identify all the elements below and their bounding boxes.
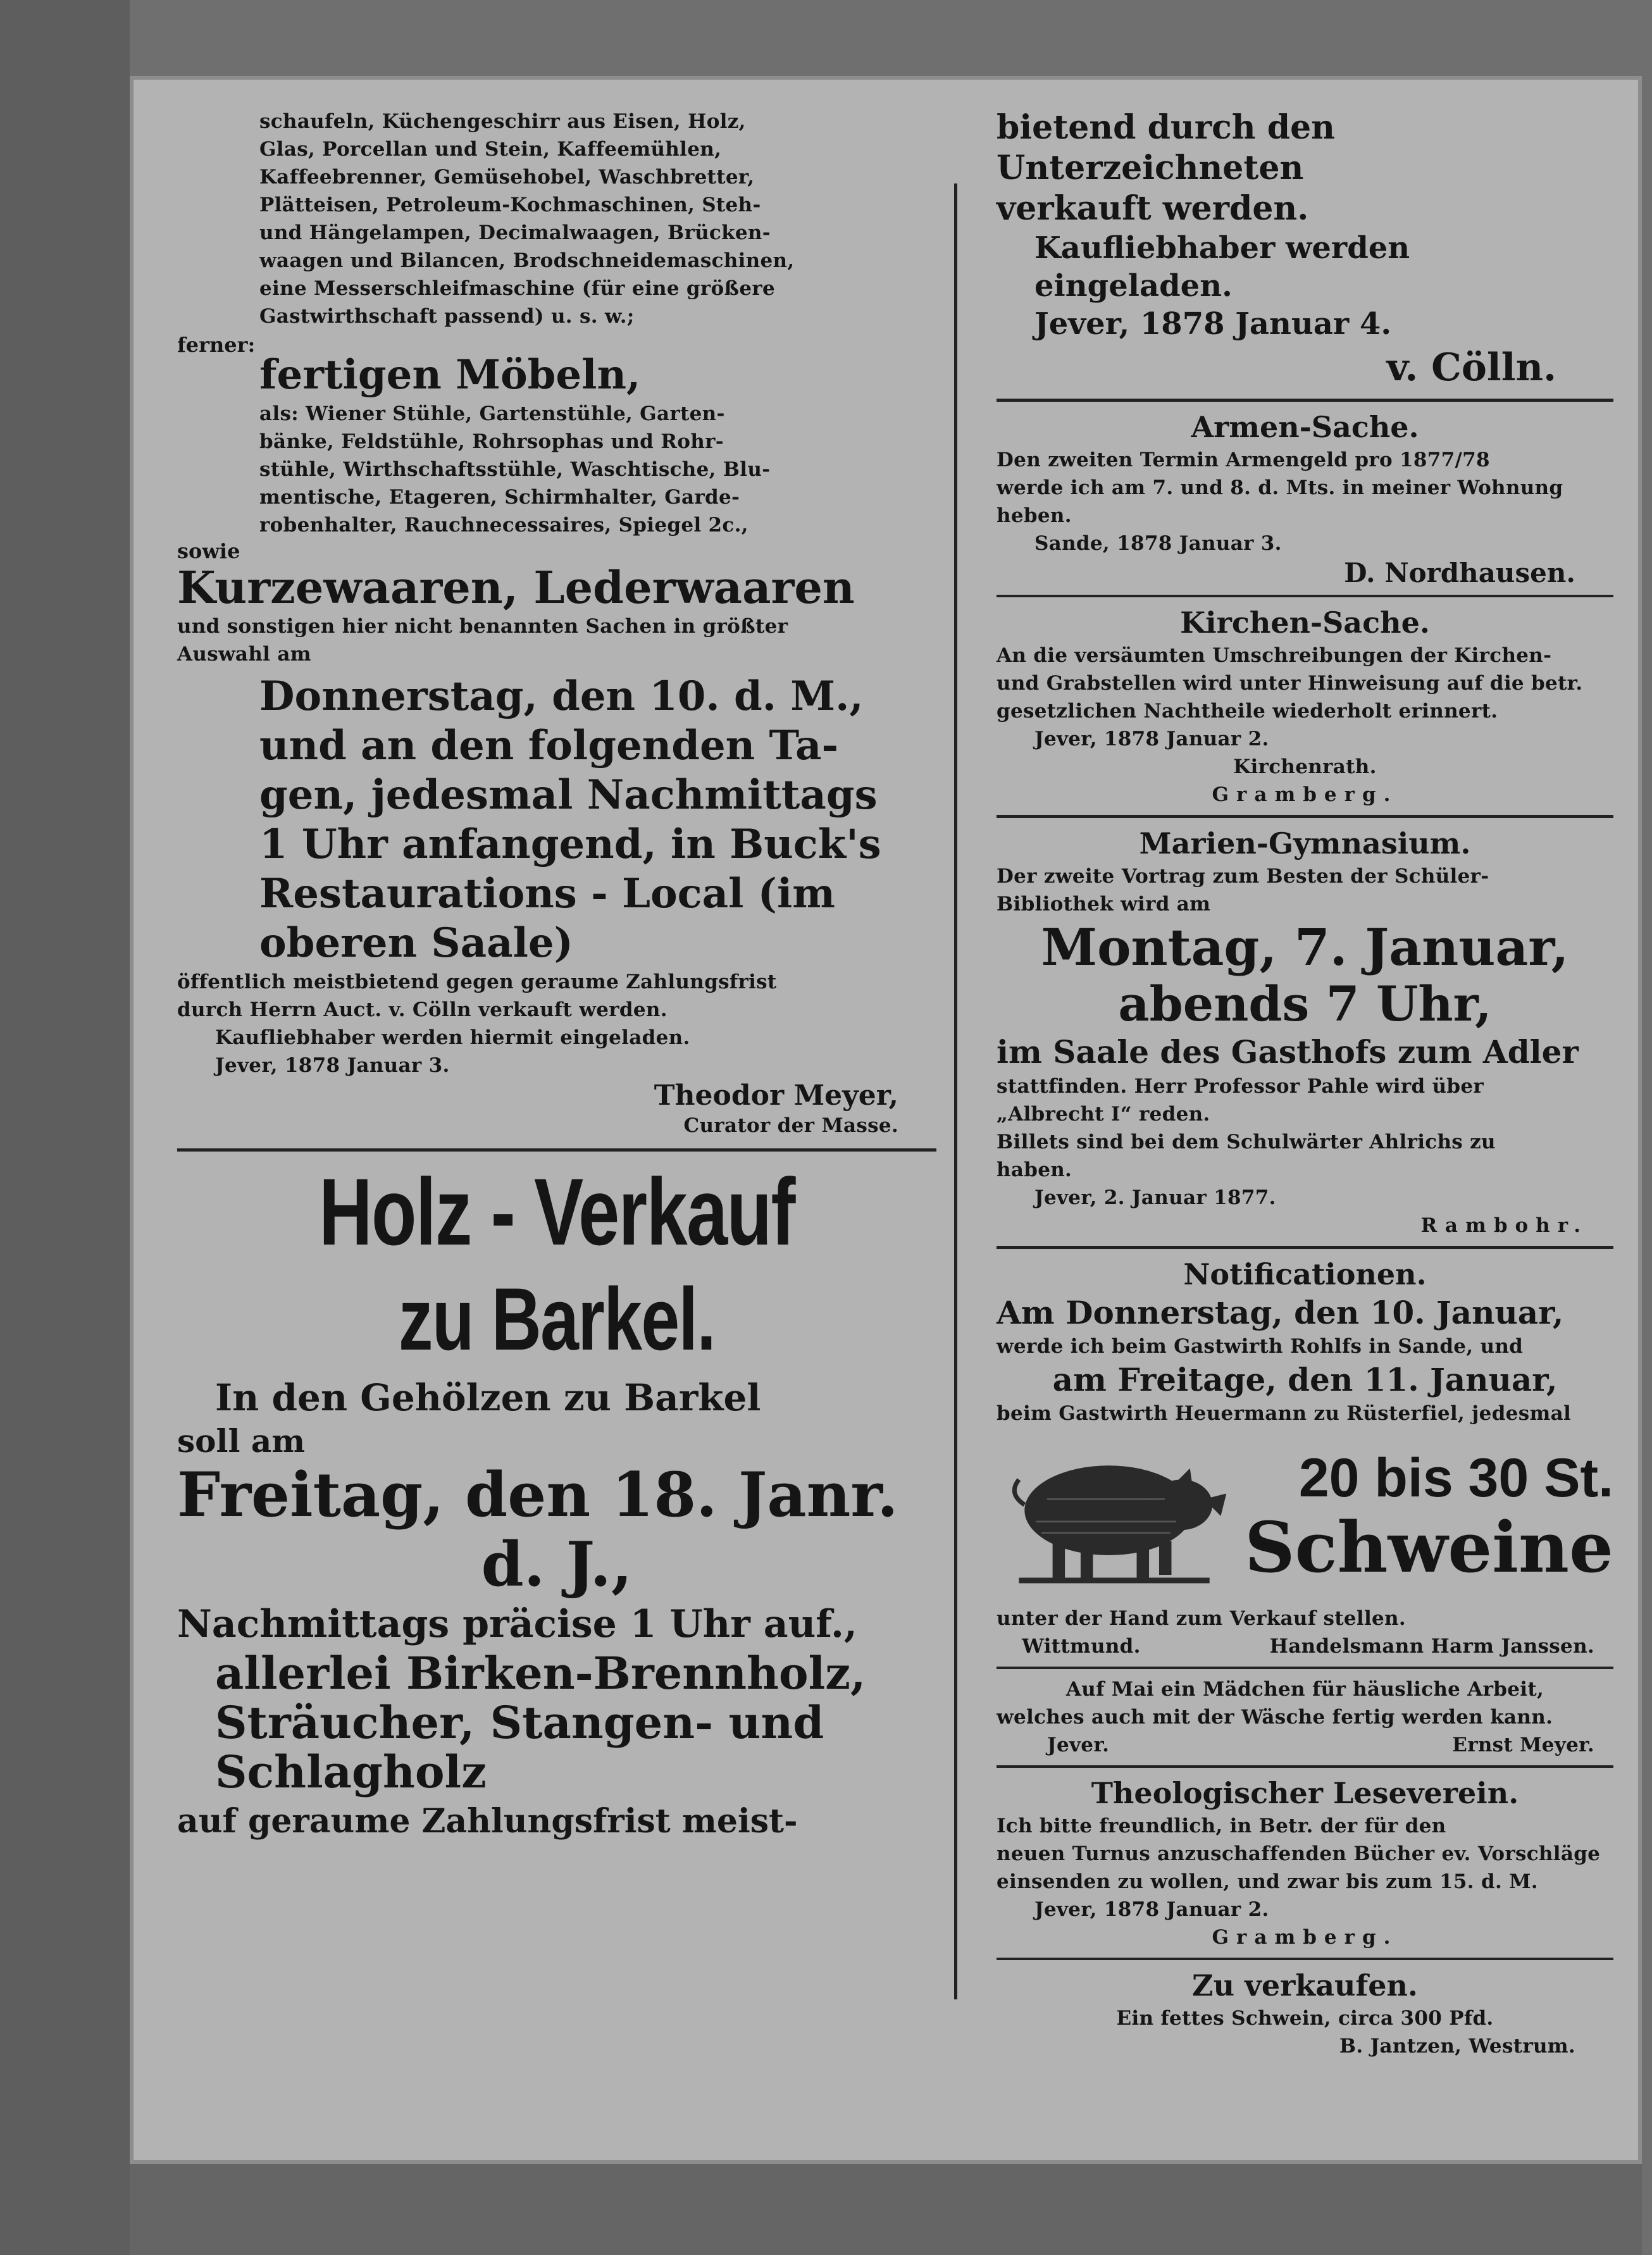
text-line: Billets sind bei dem Schulwärter Ahlrichs zu [997, 1131, 1496, 1153]
mai-signature-row [997, 1731, 1613, 1759]
holz-end: auf geraume Zahlungsfrist meist- [177, 1802, 798, 1841]
text-line: stühle, Wirthschaftsstühle, Waschtische, Blu- [259, 458, 771, 481]
section-rule [177, 1148, 936, 1152]
section-rule [997, 815, 1613, 818]
freitag-date: Freitag, den 18. Janr. [177, 1459, 898, 1531]
text-line: Kaffeebrenner, Gemüsehobel, Waschbretter, [259, 166, 755, 189]
holz-line: Nachmittags präcise 1 Uhr auf., [177, 1602, 857, 1646]
schweine-word: Schweine [1245, 1506, 1613, 1588]
armen-signature: D. Nordhausen. [1344, 557, 1575, 588]
text-line: beim Gastwirth Heuermann zu Rüsterfiel, jedesmal [997, 1402, 1572, 1425]
noti-line: am Freitage, den 11. Januar, [1052, 1361, 1558, 1398]
text-line: als: Wiener Stühle, Gartenstühle, Garten- [259, 402, 725, 425]
marien-heading: Marien-Gymnasium. [1139, 826, 1471, 860]
text-line: Den zweiten Termin Armengeld pro 1877/78 [997, 449, 1490, 471]
notificationen-heading: Notificationen. [1183, 1257, 1427, 1291]
signature-role: Curator der Masse. [683, 1114, 898, 1137]
ferner-label: ferner: [177, 333, 256, 357]
text-line: bänke, Feldstühle, Rohrsophas und Rohr- [259, 430, 724, 453]
moebeln-block [177, 400, 936, 539]
date-line: 1 Uhr anfangend, in Buck's [259, 821, 881, 868]
kurzwaren-heading: Kurzewaaren, Lederwaaren [177, 561, 855, 614]
text-line: welches auch mit der Wäsche fertig werden kann. [997, 1706, 1553, 1729]
holz-place: zu Barkel. [398, 1269, 716, 1369]
text-line: werde ich am 7. und 8. d. Mts. in meiner Wohnung [997, 476, 1563, 499]
scan-border-bottom [130, 2164, 1642, 2255]
text-line: Plätteisen, Petroleum-Kochmaschinen, Steh- [259, 194, 761, 216]
cont-line: bietend durch den Unterzeichneten [997, 108, 1335, 187]
armen-heading: Armen-Sache. [1191, 410, 1419, 444]
kirchen-heading: Kirchen-Sache. [1180, 606, 1430, 640]
text-line: heben. [997, 504, 1072, 527]
montag-date: Montag, 7. Januar, [1041, 917, 1569, 977]
sowie-label: sowie [177, 539, 240, 563]
theologie-heading: Theologischer Leseverein. [1091, 1776, 1519, 1810]
marien-signature: Rambohr. [1420, 1214, 1588, 1237]
holz-intro-2: soll am [177, 1422, 306, 1460]
text-line: robenhalter, Rauchnecessaires, Spiegel 2c., [259, 514, 748, 537]
verk-signature: B. Jantzen, Westrum. [1339, 2035, 1575, 2058]
text-line: einsenden zu wollen, und zwar bis zum 15. d. M. [997, 1870, 1538, 1893]
saal-line: im Saale des Gasthofs zum Adler [997, 1033, 1579, 1071]
text-line: Bibliothek wird am [997, 893, 1211, 916]
text-line: öffentlich meistbietend gegen geraume Zahlungsfrist [177, 971, 777, 993]
holz-line: allerlei Birken-Brennholz, [215, 1647, 866, 1699]
text-line: Auf Mai ein Mädchen für häusliche Arbeit, [1065, 1678, 1544, 1701]
noti-signature-row [997, 1632, 1613, 1660]
text-line: Kaufliebhaber werden hiermit eingeladen. [215, 1026, 690, 1049]
noti-line: Am Donnerstag, den 10. Januar, [997, 1294, 1564, 1331]
mai-signature: Ernst Meyer. [1452, 1734, 1594, 1756]
text-line: Jever, 1878 Januar 3. [215, 1054, 450, 1077]
text-line: und Grabstellen wird unter Hinweisung auf die betr. [997, 672, 1583, 695]
text-line: Ein fettes Schwein, circa 300 Pfd. [1116, 2007, 1494, 2030]
text-line: Sande, 1878 Januar 3. [1034, 532, 1282, 555]
text-line: An die versäumten Umschreibungen der Kirchen- [997, 644, 1552, 667]
text-line: Ich bitte freundlich, in Betr. der für den [997, 1815, 1446, 1837]
text-line: Auswahl am [177, 643, 311, 666]
moebeln-heading: fertigen Möbeln, [259, 351, 641, 399]
date-line: gen, jedesmal Nachmittags [259, 771, 878, 819]
signature: Theodor Meyer, [654, 1079, 898, 1112]
date-block [177, 672, 936, 968]
kirchen-signature: Gramberg. [1212, 783, 1398, 806]
section-rule [997, 595, 1613, 597]
holz-intro: In den Gehölzen zu Barkel [215, 1376, 761, 1419]
text-line: Der zweite Vortrag zum Besten der Schüler- [997, 865, 1489, 888]
mai-place: Jever. [1047, 1734, 1110, 1756]
text-line: Gastwirthschaft passend) u. s. w.; [259, 305, 635, 328]
text-line: neuen Turnus anzuschaffenden Bücher ev. Vorschläge [997, 1842, 1601, 1865]
text-line: Glas, Porcellan und Stein, Kaffeemühlen, [259, 138, 722, 161]
text-line: Kirchenrath. [1233, 755, 1377, 778]
date-line: Donnerstag, den 10. d. M., [259, 673, 864, 720]
section-rule [997, 399, 1613, 402]
text-line: Jever, 2. Januar 1877. [1034, 1186, 1276, 1209]
cont-line: Jever, 1878 Januar 4. [1034, 306, 1392, 342]
text-line: und sonstigen hier nicht benannten Sachen in größter [177, 615, 788, 638]
text-line: unter der Hand zum Verkauf stellen. [997, 1607, 1406, 1630]
verkaufen-heading: Zu verkaufen. [1192, 1968, 1418, 2003]
text-line: waagen und Bilancen, Brodschneidemaschinen, [259, 249, 795, 272]
holz-line: Sträucher, Stangen- und [215, 1696, 824, 1749]
pig-text [1245, 1446, 1613, 1586]
text-line: werde ich beim Gastwirth Rohlfs in Sande, und [997, 1335, 1524, 1358]
text-line: haben. [997, 1159, 1072, 1181]
noti-signature: Handelsmann Harm Janssen. [1269, 1635, 1594, 1658]
holz-verkauf-title: Holz - Verkauf [319, 1159, 795, 1265]
date-line: und an den folgenden Ta- [259, 722, 838, 769]
date-line: Restaurations - Local (im [259, 870, 835, 917]
text-line: „Albrecht I“ reden. [997, 1103, 1210, 1126]
text-line: gesetzlichen Nachtheile wiederholt erinnert. [997, 700, 1498, 723]
column-divider [954, 183, 957, 1999]
text-line: eine Messerschleifmaschine (für eine größere [259, 277, 776, 300]
text-line: und Hängelampen, Decimalwaagen, Brücken- [259, 221, 771, 244]
coelln-signature: v. Cölln. [1386, 345, 1556, 390]
right-column [997, 108, 1613, 2060]
intro-block [177, 108, 936, 330]
section-rule [997, 1246, 1613, 1249]
text-line: Jever, 1878 Januar 2. [1034, 728, 1269, 750]
text-line: stattfinden. Herr Professor Pahle wird über [997, 1075, 1484, 1098]
dj-line: d. J., [481, 1529, 633, 1600]
pig-ad [997, 1427, 1613, 1605]
noti-place: Wittmund. [1022, 1635, 1141, 1658]
date-line: oberen Saale) [259, 919, 573, 967]
left-column [177, 108, 936, 1846]
pig-illustration [997, 1427, 1232, 1605]
text-line: mentische, Etageren, Schirmhalter, Garde- [259, 486, 740, 509]
scan-border-left [0, 0, 130, 2255]
text-line: durch Herrn Auct. v. Cölln verkauft werden. [177, 998, 668, 1021]
holz-line: Schlagholz [215, 1746, 487, 1798]
cont-line: Kaufliebhaber werden eingeladen. [1034, 230, 1410, 304]
text-line: schaufeln, Küchengeschirr aus Eisen, Holz, [259, 110, 746, 133]
theo-signature: Gramberg. [1212, 1926, 1398, 1949]
abends-time: abends 7 Uhr, [1118, 976, 1492, 1032]
section-rule [997, 1765, 1613, 1768]
section-rule [997, 1958, 1613, 1960]
text-line: Jever, 1878 Januar 2. [1034, 1898, 1269, 1921]
section-rule [997, 1667, 1613, 1669]
pig-count: 20 bis 30 St. [1298, 1448, 1613, 1508]
cont-line: verkauft werden. [997, 189, 1309, 228]
